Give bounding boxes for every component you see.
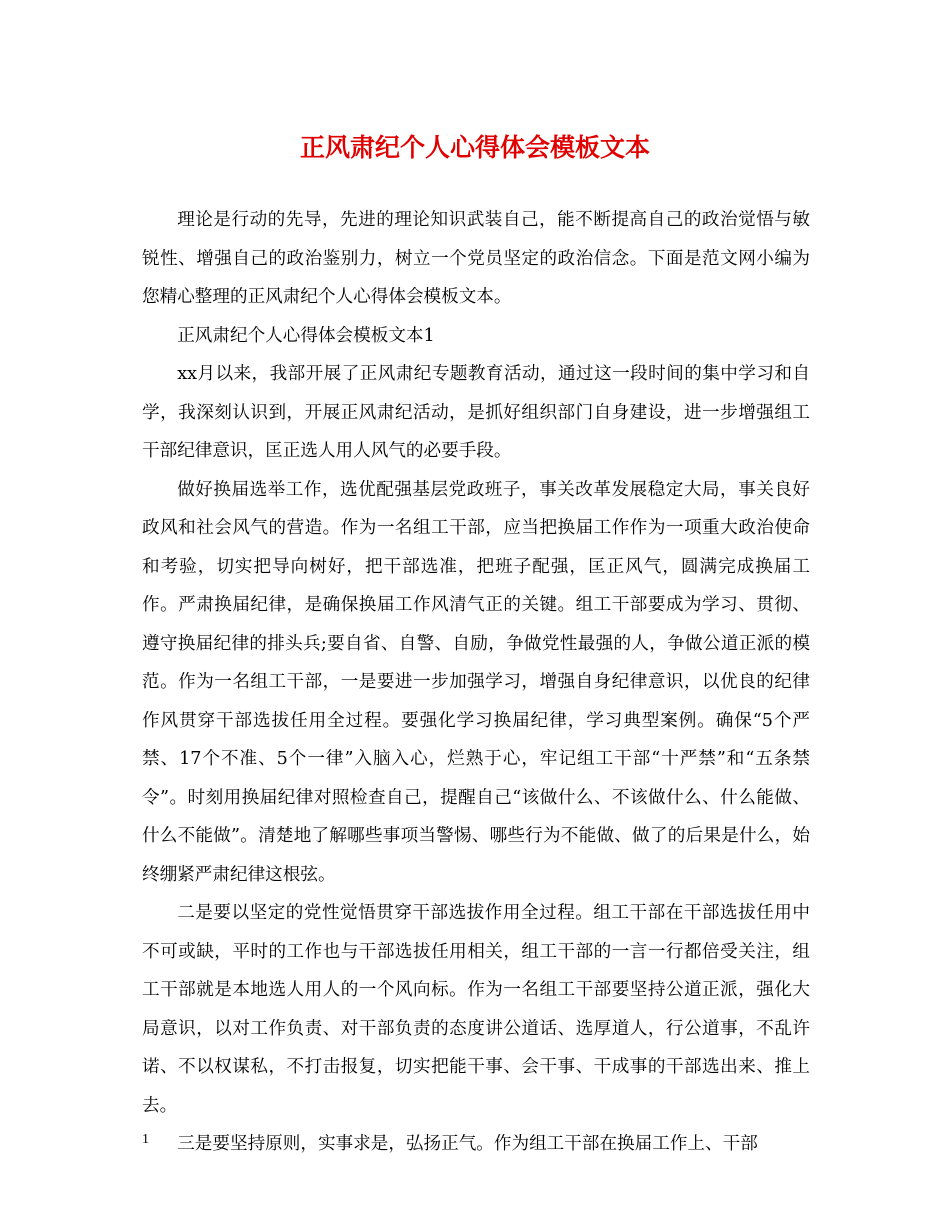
section-heading: 正风肃纪个人心得体会模板文本1 bbox=[177, 325, 435, 346]
paragraph: 二是要以坚定的党性觉悟贯穿干部选拔作用全过程。组工干部在干部选拔任用中不可或缺，平时的工作也与干部选拔任用相关，组工干部的一言一行都倍受关注，组工干部就是本地选人用人的一个风向标。作为一名组工干部要坚持公道正派，强化大局意识，以对工作负责、对干部负责的态度讲公道话、选厚道人，行公道事，不乱许诺、不以权谋私，不打击报复，切实把能干事、会干事、干成事的干部选出来、推上去。 bbox=[142, 903, 810, 1116]
page-number: 1 bbox=[142, 1132, 149, 1147]
paragraph-intro: 理论是行动的先导，先进的理论知识武装自己，能不断提高自己的政治觉悟与敏锐性、增强自己的政治鉴别力，树立一个党员坚定的政治信念。下面是范文网小编为您精心整理的正风肃纪个人心得体会模板文本。 bbox=[142, 210, 810, 307]
paragraph: 三是要坚持原则，实事求是，弘扬正气。作为组工干部在换届工作上、干部 bbox=[177, 1134, 758, 1154]
paragraph: xx月以来，我部开展了正风肃纪专题教育活动，通过这一段时间的集中学习和自学，我深刻认识到，开展正风肃纪活动，是抓好组织部门自身建设，进一步增强组工干部纪律意识，匡正选人用人风气的必要手段。 bbox=[142, 364, 810, 461]
paragraph: 做好换届选举工作，选优配强基层党政班子，事关改革发展稳定大局，事关良好政风和社会风气的营造。作为一名组工干部，应当把换届工作作为一项重大政治使命和考验，切实把导向树好，把干部选准，把班子配强，匡正风气，圆满完成换届工作。严肃换届纪律，是确保换届工作风清气正的关键。组工干部要成为学习、贯彻、遵守换届纪律的排头兵;要自省、自警、自励，争做党性最强的人，争做公道正派的模范。作为一名组工干部，一是要进一步加强学习，增强自身纪律意识，以优良的纪律作风贯穿干部选拔任用全过程。要强化学习换届纪律，学习典型案例。确保“5个严禁、17个不准、5个一律”入脑入心，烂熟于心，牢记组工干部“十严禁”和“五条禁令”。时刻用换届纪律对照检查自己，提醒自己“该做什么、不该做什么、什么能做、什么不能做”。清楚地了解哪些事项当警惕、哪些行为不能做、做了的后果是什么，始终绷紧严肃纪律这根弦。 bbox=[142, 479, 810, 885]
document-title: 正风肃纪个人心得体会模板文本 bbox=[299, 133, 650, 162]
document-body bbox=[142, 201, 810, 1164]
